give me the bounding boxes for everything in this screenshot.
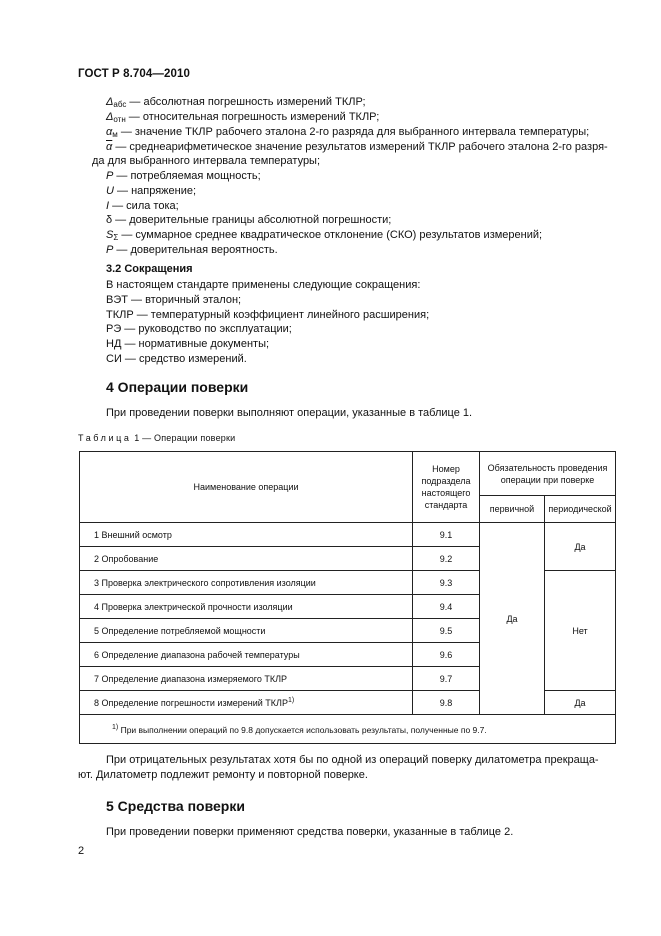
- col-header-name: Наименование операции: [80, 452, 413, 523]
- symbol-line: P — потребляемая мощность;: [106, 170, 261, 182]
- abbrev-item: ТКЛР — температурный коэффициент линейного расширения;: [106, 309, 430, 321]
- op-name: 8 Определение погрешности измерений ТКЛР$^{1)}$: [80, 691, 413, 715]
- abbrev-item: СИ — средство измерений.: [106, 353, 247, 365]
- first-required-cell: Да: [480, 523, 545, 715]
- symbol-line-continuation: да для выбранного интервала температуры;: [92, 155, 321, 167]
- op-name: 5 Определение потребляемой мощности: [80, 619, 413, 643]
- symbol-line: U — напряжение;: [106, 185, 197, 197]
- symbol-line: $\Delta_{абс}$ — абсолютная погрешность измерений ТКЛР;: [106, 96, 366, 109]
- col-header-first: первичной: [480, 496, 545, 523]
- op-name: 2 Опробование: [80, 547, 413, 571]
- page-number: 2: [78, 845, 85, 857]
- op-name: 7 Определение диапазона измеряемого ТКЛР: [80, 667, 413, 691]
- op-number: 9.8: [413, 691, 480, 715]
- abbrev-item: ВЭТ — вторичный эталон;: [106, 294, 242, 306]
- col-header-required: Обязательность проведения операции при поверке: [480, 452, 616, 496]
- operations-table: [79, 451, 616, 744]
- abbrev-item: НД — нормативные документы;: [106, 338, 270, 350]
- symbol-line: P — доверительная вероятность.: [106, 244, 278, 256]
- abbrev-item: РЭ — руководство по эксплуатации;: [106, 323, 292, 335]
- symbol-line: $\overline{\alpha}$ — среднеарифметическое значение результатов измерений ТКЛР рабочего эталона 2-го разря-: [106, 141, 608, 153]
- op-name: 1 Внешний осмотр: [80, 523, 413, 547]
- op-number: 9.3: [413, 571, 480, 595]
- abbrev-intro: В настоящем стандарте применены следующие сокращения:: [106, 279, 421, 291]
- symbol-line: I — сила тока;: [106, 200, 179, 212]
- op-number: 9.4: [413, 595, 480, 619]
- symbol-line: $\Delta_{отн}$ — относительная погрешность измерений ТКЛР;: [106, 111, 380, 124]
- op-name: 4 Проверка электрической прочности изоляции: [80, 595, 413, 619]
- after-table-text-line1: При отрицательных результатах хотя бы по одной из операций поверку дилатометра прекраща-: [106, 754, 599, 766]
- op-number: 9.7: [413, 667, 480, 691]
- op-name: 3 Проверка электрического сопротивления изоляции: [80, 571, 413, 595]
- col-header-periodic: периодической: [545, 496, 616, 523]
- op-number: 9.1: [413, 523, 480, 547]
- op-name: 6 Определение диапазона рабочей температуры: [80, 643, 413, 667]
- symbol-line: $\alpha_м$ — значение ТКЛР рабочего эталона 2-го разряда для выбранного интервала температуры;: [106, 126, 590, 139]
- table-row: [80, 523, 616, 547]
- symbol-line: δ — доверительные границы абсолютной погрешности;: [106, 214, 392, 226]
- section-4-heading: 4 Операции поверки: [106, 379, 249, 395]
- op-number: 9.2: [413, 547, 480, 571]
- section-5-intro: При проведении поверки применяют средства поверки, указанные в таблице 2.: [106, 826, 514, 838]
- document-header: ГОСТ Р 8.704—2010: [78, 68, 190, 80]
- symbol-line: $S_\Sigma$ — суммарное среднее квадратическое отклонение (СКО) результатов измерений;: [106, 229, 543, 242]
- section-5-heading: 5 Средства поверки: [106, 798, 245, 814]
- abbrev-heading: 3.2 Сокращения: [106, 263, 193, 275]
- after-table-text-line2: ют. Дилатометр подлежит ремонту и повторной поверке.: [78, 769, 368, 781]
- op-number: 9.5: [413, 619, 480, 643]
- section-4-intro: При проведении поверки выполняют операции, указанные в таблице 1.: [106, 407, 473, 419]
- op-number: 9.6: [413, 643, 480, 667]
- table-footnote: $^{1)}$ При выполнении операций по 9.8 допускается использовать результаты, полученные по 9.7.: [80, 715, 616, 744]
- table-1-caption: Таблица 1 — Операции поверки: [78, 433, 236, 443]
- periodic-required-cell: Нет: [545, 571, 616, 691]
- col-header-number: Номер подраздела настоящего стандарта: [413, 452, 480, 523]
- periodic-required-cell: Да: [545, 523, 616, 571]
- periodic-required-cell: Да: [545, 691, 616, 715]
